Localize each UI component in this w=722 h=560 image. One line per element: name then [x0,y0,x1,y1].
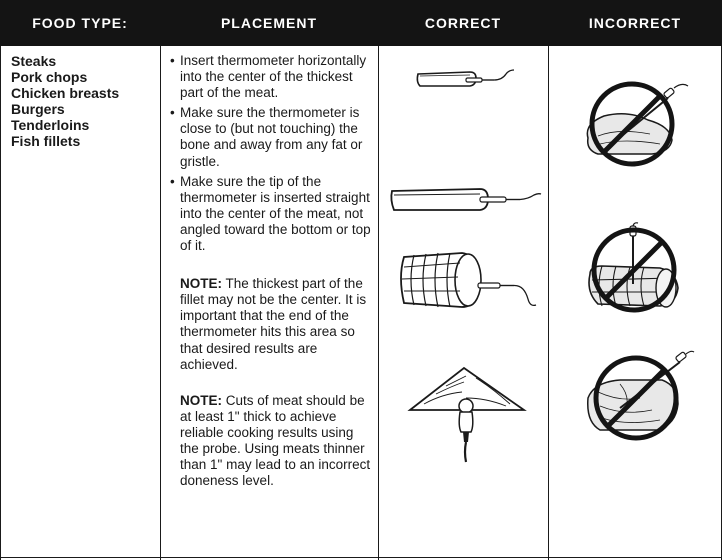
food-item: Steaks [11,53,57,69]
placement-bullet: • Insert thermometer horizontally into the center of the thickest part of the meat. [170,53,374,101]
tied-roast-probe-icon [392,247,542,315]
column-divider [548,46,549,560]
placement-note [170,393,374,490]
header-correct: CORRECT [424,15,502,31]
no-angled-probe-steak-icon [578,76,690,172]
food-type-list [11,53,119,149]
food-item: Pork chops [11,69,88,85]
header-food-type: FOOD TYPE: [32,15,128,31]
thick-cut-probe-icon [388,183,543,217]
food-item: Chicken breasts [11,85,120,101]
column-divider [0,46,1,560]
placement-bullet: • Make sure the thermometer is close to (but not touching) the bone and away from any fat or gristle. [170,105,374,169]
table-header [0,0,722,46]
no-vertical-probe-roast-icon [580,222,692,316]
thin-cut-probe-icon [410,62,520,96]
note-label: NOTE: [180,392,222,408]
placement-bullet: • Make sure the tip of the thermometer is inserted straight into the center of the meat, not angled toward the bottom or top of it. [170,174,374,254]
fish-fillet-probe-icon [406,364,528,464]
placement-note [170,276,374,373]
note-text: The thickest part of the fillet may not be the center. It is important that the end of the thermometer hits this area so that desired results are achieved. [180,276,367,372]
column-divider [160,46,161,560]
bottom-rule [0,557,722,558]
column-divider [378,46,379,560]
header-incorrect: INCORRECT [588,15,682,31]
food-item: Burgers [11,101,65,117]
no-angled-probe-fillet-icon [580,346,696,446]
food-item: Fish fillets [11,133,81,149]
placement-instructions [170,53,374,489]
header-placement: PLACEMENT [220,15,318,31]
food-item: Tenderloins [11,117,90,133]
note-text: Cuts of meat should be at least 1" thick to achieve reliable cooking results using the probe. Using meats thinner than 1" may lead to an incorrect doneness level. [180,392,371,489]
note-label: NOTE: [180,276,222,292]
